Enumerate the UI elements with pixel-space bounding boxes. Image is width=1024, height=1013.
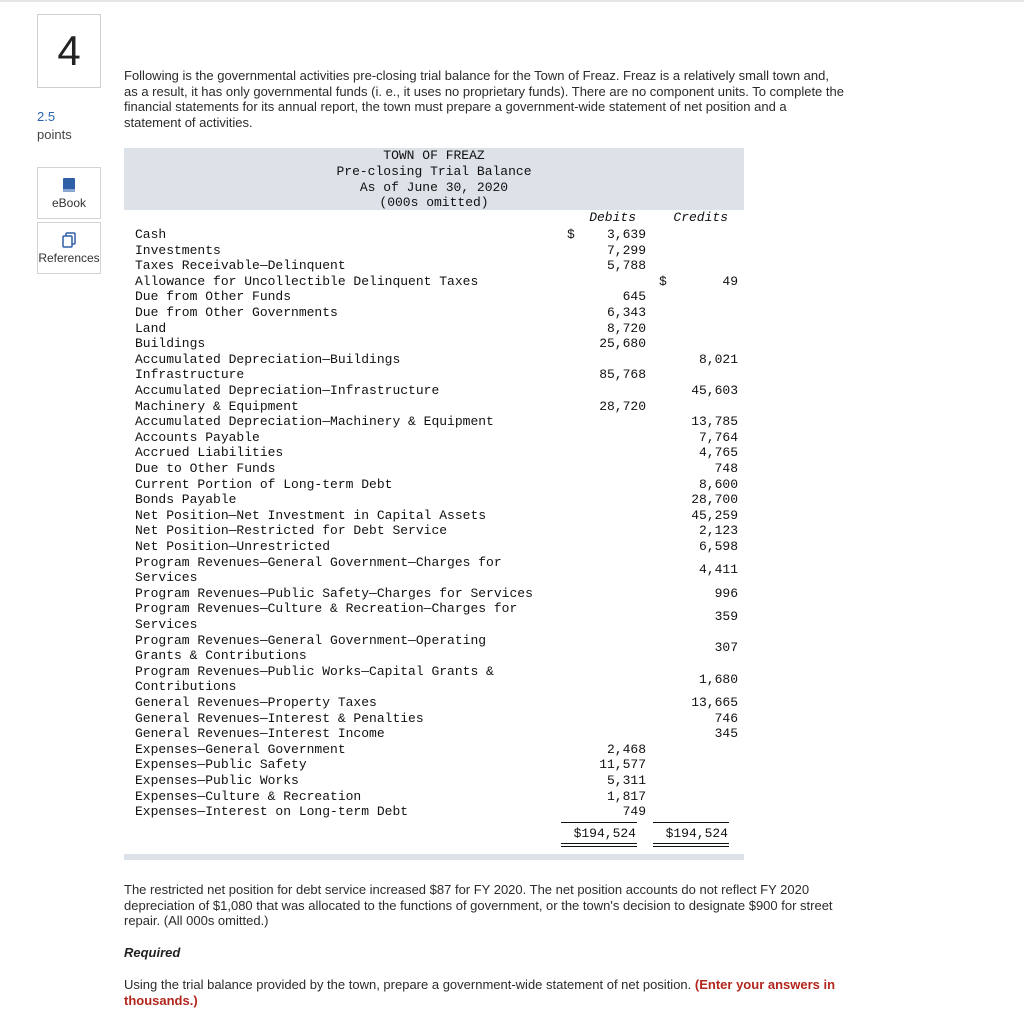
account-name: General Revenues—Property Taxes bbox=[135, 695, 377, 710]
debit-value: 645 bbox=[622, 289, 646, 305]
account-name: Land bbox=[135, 320, 167, 336]
points-label: points bbox=[37, 127, 72, 142]
trial-balance-header bbox=[124, 148, 744, 210]
account-name: Expenses—Interest on Long-term Debt bbox=[135, 804, 409, 820]
tb-title-1: TOWN OF FREAZ bbox=[383, 148, 485, 163]
table-row bbox=[135, 710, 738, 727]
table-row bbox=[135, 695, 738, 711]
account-name: Due to Other Funds bbox=[135, 461, 276, 476]
account-name: Program Revenues—General Government—Operating Grants & Contributions bbox=[135, 632, 487, 664]
table-row bbox=[135, 227, 735, 243]
points-value: 2.5 bbox=[37, 109, 56, 124]
account-name: Program Revenues—Culture & Recreation—Charges for Services bbox=[135, 601, 518, 632]
table-row bbox=[135, 461, 738, 477]
credit-value: 45,603 bbox=[691, 383, 738, 398]
credits-double-rule bbox=[653, 843, 729, 844]
copy-icon bbox=[62, 232, 76, 248]
credit-value: 6,598 bbox=[698, 539, 738, 554]
table-row bbox=[135, 554, 738, 586]
table-row bbox=[135, 539, 738, 555]
credit-value: 49 bbox=[722, 273, 738, 289]
credits-double-rule bbox=[653, 846, 729, 847]
table-row bbox=[135, 663, 738, 695]
instruction-text: Using the trial balance provided by the town, prepare a government-wide statement of net position. bbox=[124, 977, 692, 992]
table-row bbox=[135, 523, 738, 539]
account-name: Accumulated Depreciation—Buildings bbox=[135, 351, 401, 367]
debit-value: 25,680 bbox=[599, 336, 646, 352]
credit-value: 1,680 bbox=[698, 671, 738, 687]
account-name: General Revenues—Interest Income bbox=[135, 726, 385, 742]
table-row bbox=[135, 321, 735, 337]
table-row bbox=[135, 336, 735, 352]
account-name: Cash bbox=[135, 227, 167, 242]
account-name: Current Portion of Long-term Debt bbox=[135, 476, 393, 492]
debit-value: 749 bbox=[622, 804, 646, 820]
debit-value: 5,788 bbox=[606, 258, 646, 274]
credits-total-rule bbox=[653, 822, 729, 823]
account-name: Expenses—Public Works bbox=[135, 773, 299, 788]
credit-value: 28,700 bbox=[691, 492, 738, 508]
debit-value: 85,768 bbox=[599, 367, 646, 383]
account-name: Program Revenues—Public Works—Capital Grants & Contributions bbox=[135, 663, 494, 695]
account-name: Program Revenues—Public Safety—Charges for Services bbox=[135, 585, 533, 601]
table-row bbox=[135, 492, 738, 508]
tb-title-3: As of June 30, 2020 bbox=[359, 180, 509, 195]
account-name: Bonds Payable bbox=[135, 492, 237, 508]
debits-double-rule bbox=[561, 843, 637, 844]
table-row bbox=[135, 757, 735, 773]
credit-value: 4,765 bbox=[698, 445, 738, 461]
account-name: Machinery & Equipment bbox=[135, 398, 299, 414]
account-name: General Revenues—Interest & Penalties bbox=[135, 710, 424, 726]
references-label: References bbox=[38, 251, 100, 265]
debits-double-rule bbox=[561, 846, 637, 847]
table-row bbox=[135, 601, 738, 632]
intro-paragraph: Following is the governmental activities pre-closing trial balance for the Town of Freaz. Freaz is a relatively small town and, as a result, it has only governmental funds (i. e., it uses no proprietary funds). There are no component units. To complete the financial statements for its annual report, the town must prepare a government-wide statement of net position and a statement of activities. bbox=[124, 68, 844, 130]
debits-header: Debits bbox=[589, 210, 636, 225]
instruction-paragraph bbox=[124, 977, 844, 1008]
credit-value: 8,021 bbox=[698, 351, 738, 367]
notes-paragraph: The restricted net position for debt service increased $87 for FY 2020. The net position accounts do not reflect FY 2020 depreciation of $1,080 that was allocated to the functions of government, or the town's decision to designate $900 for street repair. (All 000s omitted.) bbox=[124, 882, 833, 928]
account-name: Investments bbox=[135, 242, 221, 258]
account-name: Accumulated Depreciation—Infrastructure bbox=[135, 383, 440, 398]
credit-value: 8,600 bbox=[698, 476, 738, 492]
account-name: Program Revenues—General Government—Charges for Services bbox=[135, 554, 502, 586]
tb-column-headers bbox=[124, 210, 744, 226]
debit-value: 28,720 bbox=[599, 398, 646, 414]
account-name: Due from Other Governments bbox=[135, 305, 338, 320]
book-icon bbox=[62, 177, 76, 193]
table-row bbox=[135, 383, 738, 399]
table-row bbox=[135, 726, 738, 742]
credit-value: 307 bbox=[714, 640, 738, 656]
references-button[interactable] bbox=[37, 222, 101, 274]
account-name: Expenses—Public Safety bbox=[135, 757, 307, 773]
credit-value: 4,411 bbox=[698, 562, 738, 578]
trial-balance-footer-bar bbox=[124, 854, 744, 860]
total-debits: $194,524 bbox=[573, 825, 636, 841]
required-label: Required bbox=[124, 945, 181, 960]
credits-header: Credits bbox=[673, 210, 728, 225]
credit-value: 746 bbox=[714, 710, 738, 726]
credit-value: 2,123 bbox=[698, 523, 738, 539]
ebook-button[interactable] bbox=[37, 167, 101, 219]
table-row bbox=[135, 289, 735, 305]
table-row bbox=[135, 399, 735, 415]
account-name: Due from Other Funds bbox=[135, 289, 292, 305]
credit-value: 13,785 bbox=[691, 414, 738, 430]
debit-value: 8,720 bbox=[606, 320, 646, 336]
table-row bbox=[135, 414, 738, 430]
account-name: Net Position—Unrestricted bbox=[135, 539, 331, 554]
currency-sign: $ bbox=[567, 227, 575, 242]
account-name: Taxes Receivable—Delinquent bbox=[135, 258, 346, 274]
trial-balance-table bbox=[124, 148, 744, 860]
table-row bbox=[135, 445, 738, 461]
tb-title-2: Pre-closing Trial Balance bbox=[336, 164, 532, 179]
credit-value: 13,665 bbox=[691, 695, 738, 710]
tb-title-4: (000s omitted) bbox=[379, 195, 489, 210]
currency-sign: $ bbox=[659, 273, 667, 289]
table-row bbox=[135, 258, 735, 274]
credit-value: 996 bbox=[714, 585, 738, 601]
table-row bbox=[135, 367, 735, 383]
debit-value: 3,639 bbox=[606, 227, 646, 242]
table-row bbox=[135, 305, 735, 321]
instruction-emphasis: (Enter your answers in thousands.) bbox=[124, 977, 836, 1008]
table-row bbox=[135, 351, 738, 368]
question-number: 4 bbox=[37, 14, 101, 88]
credit-value: 359 bbox=[714, 609, 738, 625]
table-row bbox=[135, 476, 738, 493]
total-credits: $194,524 bbox=[665, 825, 728, 841]
table-row bbox=[135, 429, 738, 446]
debit-value: 7,299 bbox=[606, 242, 646, 258]
debit-value: 5,311 bbox=[606, 773, 646, 788]
account-name: Buildings bbox=[135, 336, 206, 352]
debits-total-rule bbox=[561, 822, 637, 823]
account-name: Net Position—Net Investment in Capital Assets bbox=[135, 507, 487, 523]
account-name: Infrastructure bbox=[135, 367, 245, 383]
table-row bbox=[135, 243, 735, 259]
credit-value: 45,259 bbox=[691, 507, 738, 523]
account-name: Expenses—General Government bbox=[135, 741, 346, 757]
credit-value: 345 bbox=[714, 726, 738, 742]
table-row bbox=[135, 632, 738, 664]
debit-value: 1,817 bbox=[606, 788, 646, 804]
debit-value: 6,343 bbox=[606, 305, 646, 320]
table-row bbox=[135, 789, 735, 805]
debit-value: 11,577 bbox=[599, 757, 646, 773]
credit-value: 748 bbox=[714, 461, 738, 476]
top-divider bbox=[0, 0, 1024, 2]
table-row bbox=[135, 585, 738, 602]
credit-value: 7,764 bbox=[698, 429, 738, 445]
ebook-label: eBook bbox=[51, 196, 87, 210]
account-name: Expenses—Culture & Recreation bbox=[135, 788, 362, 804]
table-row bbox=[135, 742, 735, 758]
account-name: Net Position—Restricted for Debt Service bbox=[135, 523, 448, 539]
table-row bbox=[135, 773, 735, 789]
account-name: Accrued Liabilities bbox=[135, 445, 284, 461]
account-name: Allowance for Uncollectible Delinquent Taxes bbox=[135, 273, 479, 289]
account-name: Accumulated Depreciation—Machinery & Equipment bbox=[135, 414, 494, 430]
table-row bbox=[135, 804, 735, 820]
debit-value: 2,468 bbox=[606, 741, 646, 757]
table-row bbox=[135, 507, 738, 524]
account-name: Accounts Payable bbox=[135, 429, 260, 445]
table-row bbox=[135, 273, 738, 290]
